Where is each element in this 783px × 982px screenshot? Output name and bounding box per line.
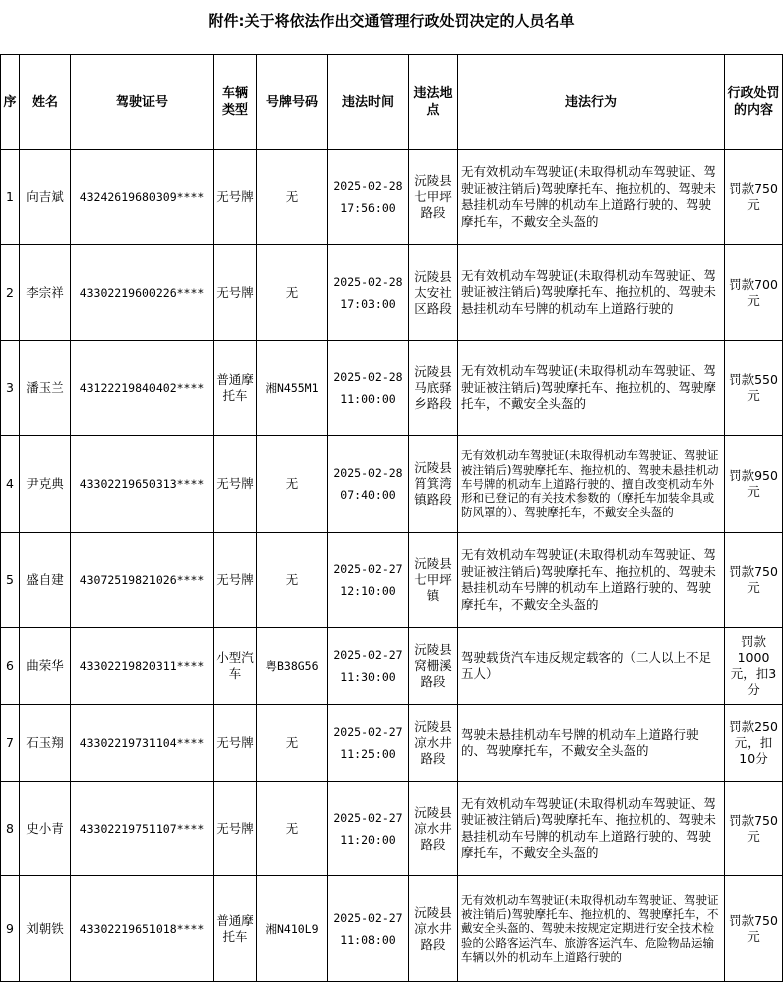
cell-time-text: 11:20:00 — [340, 832, 396, 847]
cell-time-text: 17:56:00 — [340, 201, 396, 215]
cell-time — [328, 876, 409, 982]
cell-plate: 湘N455M1 — [257, 341, 328, 436]
cell-seq: 4 — [1, 436, 20, 533]
cell-name: 史小青 — [20, 782, 71, 876]
cell-plate: 无 — [257, 436, 328, 533]
cell-place: 沅陵县凉水井路段 — [409, 705, 458, 782]
cell-vehicle-type: 无号牌 — [214, 705, 257, 782]
cell-date-text: 2025-02-28 — [333, 179, 403, 193]
cell-time — [328, 436, 409, 533]
cell-date-text: 2025-02-28 — [333, 274, 403, 289]
cell-seq: 8 — [1, 782, 20, 876]
cell-vehicle-type: 普通摩托车 — [214, 876, 257, 982]
cell-seq: 7 — [1, 705, 20, 782]
cell-time — [328, 782, 409, 876]
cell-penalty: 罚款550元 — [725, 341, 783, 436]
cell-vehicle-type: 无号牌 — [214, 150, 257, 245]
cell-time-text: 17:03:00 — [340, 296, 396, 311]
cell-license: 43242619680309**** — [71, 150, 214, 245]
cell-license: 43122219840402**** — [71, 341, 214, 436]
cell-time-text: 11:30:00 — [340, 670, 396, 684]
cell-penalty: 罚款750元 — [725, 876, 783, 982]
cell-violation: 无有效机动车驾驶证(未取得机动车驾驶证、驾驶证被注销后)驾驶摩托车、拖拉机的、驾驶未悬挂机动车号牌的机动车上道路行驶的、驾驶摩托车，不戴安全头盔的 — [458, 533, 725, 628]
cell-place: 沅陵县窝栅溪路段 — [409, 628, 458, 705]
header-time: 违法时间 — [328, 55, 409, 150]
cell-seq: 6 — [1, 628, 20, 705]
cell-plate: 无 — [257, 705, 328, 782]
cell-penalty: 罚款750元 — [725, 782, 783, 876]
cell-license: 43302219731104**** — [71, 705, 214, 782]
cell-license: 43302219650313**** — [71, 436, 214, 533]
cell-name: 盛自建 — [20, 533, 71, 628]
cell-vehicle-type: 小型汽车 — [214, 628, 257, 705]
cell-place: 沅陵县筲箕湾镇路段 — [409, 436, 458, 533]
cell-time — [328, 150, 409, 245]
cell-name: 刘朝铁 — [20, 876, 71, 982]
cell-time-text: 11:00:00 — [340, 392, 396, 406]
header-violation: 违法行为 — [458, 55, 725, 150]
cell-place: 沅陵县太安社区路段 — [409, 245, 458, 341]
table-row — [1, 150, 783, 245]
cell-plate: 无 — [257, 782, 328, 876]
table-row — [1, 782, 783, 876]
cell-penalty: 罚款950元 — [725, 436, 783, 533]
cell-time — [328, 341, 409, 436]
cell-vehicle-type: 无号牌 — [214, 782, 257, 876]
cell-plate: 无 — [257, 245, 328, 341]
cell-violation: 无有效机动车驾驶证(未取得机动车驾驶证、驾驶证被注销后)驾驶摩托车、拖拉机的、驾驶未悬挂机动车号牌的机动车上道路行驶的、擅自改变机动车外形和已登记的有关技术参数的（摩托车加装伞具或防风罩的）、驾驶摩托车，不戴安全头盔的 — [458, 436, 725, 533]
cell-vehicle-type: 无号牌 — [214, 245, 257, 341]
cell-place: 沅陵县七甲坪镇 — [409, 533, 458, 628]
table-row — [1, 245, 783, 341]
cell-seq: 2 — [1, 245, 20, 341]
cell-seq: 5 — [1, 533, 20, 628]
cell-license: 43302219600226**** — [71, 245, 214, 341]
cell-violation: 无有效机动车驾驶证(未取得机动车驾驶证、驾驶证被注销后)驾驶摩托车、拖拉机的、驾驶未悬挂机动车号牌的机动车上道路行驶的 — [458, 245, 725, 341]
cell-license: 43302219751107**** — [71, 782, 214, 876]
header-place: 违法地点 — [409, 55, 458, 150]
cell-time-text: 11:08:00 — [340, 932, 396, 947]
cell-plate: 粤B38G56 — [257, 628, 328, 705]
cell-date-text: 2025-02-28 — [333, 370, 403, 384]
cell-license: 43072519821026**** — [71, 533, 214, 628]
cell-name: 潘玉兰 — [20, 341, 71, 436]
header-name: 姓名 — [20, 55, 71, 150]
cell-time-text: 07:40:00 — [340, 488, 396, 502]
cell-time — [328, 533, 409, 628]
cell-plate: 湘N410L9 — [257, 876, 328, 982]
cell-plate: 无 — [257, 150, 328, 245]
cell-penalty: 罚款750元 — [725, 150, 783, 245]
cell-violation: 无有效机动车驾驶证(未取得机动车驾驶证、驾驶证被注销后)驾驶摩托车、拖拉机的、驾驶未悬挂机动车号牌的机动车上道路行驶的、驾驶摩托车，不戴安全头盔的 — [458, 782, 725, 876]
cell-violation: 驾驶未悬挂机动车号牌的机动车上道路行驶的、驾驶摩托车，不戴安全头盔的 — [458, 705, 725, 782]
table-row — [1, 341, 783, 436]
table-row — [1, 533, 783, 628]
cell-plate: 无 — [257, 533, 328, 628]
cell-violation: 无有效机动车驾驶证(未取得机动车驾驶证、驾驶证被注销后)驾驶摩托车、拖拉机的、驾驶摩托车，不戴安全头盔的、驾驶未按规定定期进行安全技术检验的公路客运汽车、旅游客运汽车、危险物品运输车辆以外的机动车上道路行驶的 — [458, 876, 725, 982]
header-vehicle-type: 车辆类型 — [214, 55, 257, 150]
cell-violation: 无有效机动车驾驶证(未取得机动车驾驶证、驾驶证被注销后)驾驶摩托车、拖拉机的、驾驶摩托车，不戴安全头盔的 — [458, 341, 725, 436]
cell-violation: 无有效机动车驾驶证(未取得机动车驾驶证、驾驶证被注销后)驾驶摩托车、拖拉机的、驾驶未悬挂机动车号牌的机动车上道路行驶的、驾驶摩托车，不戴安全头盔的 — [458, 150, 725, 245]
cell-date-text: 2025-02-27 — [333, 810, 403, 825]
table-row — [1, 705, 783, 782]
cell-vehicle-type: 无号牌 — [214, 533, 257, 628]
cell-seq: 9 — [1, 876, 20, 982]
cell-penalty: 罚款750元 — [725, 533, 783, 628]
penalty-list-table — [0, 54, 783, 982]
cell-place: 沅陵县马底驿乡路段 — [409, 341, 458, 436]
header-plate: 号牌号码 — [257, 55, 328, 150]
cell-name: 曲荣华 — [20, 628, 71, 705]
cell-penalty: 罚款250元，扣10分 — [725, 705, 783, 782]
cell-vehicle-type: 普通摩托车 — [214, 341, 257, 436]
cell-time-text: 12:10:00 — [340, 584, 396, 598]
table-row — [1, 876, 783, 982]
document-title: 附件:关于将依法作出交通管理行政处罚决定的人员名单 — [208, 12, 575, 30]
table-header-row — [1, 55, 783, 150]
cell-penalty: 罚款1000元，扣3分 — [725, 628, 783, 705]
cell-time-text: 11:25:00 — [340, 747, 396, 761]
cell-time — [328, 628, 409, 705]
cell-time — [328, 705, 409, 782]
cell-place: 沅陵县凉水井路段 — [409, 876, 458, 982]
cell-seq: 1 — [1, 150, 20, 245]
cell-date-text: 2025-02-27 — [333, 725, 403, 739]
table-body — [1, 150, 783, 982]
cell-name: 石玉翔 — [20, 705, 71, 782]
cell-place: 沅陵县七甲坪路段 — [409, 150, 458, 245]
table-row — [1, 628, 783, 705]
cell-date-text: 2025-02-27 — [333, 562, 403, 576]
cell-violation: 驾驶载货汽车违反规定载客的（二人以上不足五人） — [458, 628, 725, 705]
cell-time — [328, 245, 409, 341]
cell-name: 向吉斌 — [20, 150, 71, 245]
cell-penalty: 罚款700元 — [725, 245, 783, 341]
cell-date-text: 2025-02-28 — [333, 466, 403, 480]
cell-license: 43302219651018**** — [71, 876, 214, 982]
header-penalty: 行政处罚的内容 — [725, 55, 783, 150]
header-seq: 序 — [1, 55, 20, 150]
cell-vehicle-type: 无号牌 — [214, 436, 257, 533]
cell-license: 43302219820311**** — [71, 628, 214, 705]
cell-place: 沅陵县凉水井路段 — [409, 782, 458, 876]
table-row — [1, 436, 783, 533]
cell-date-text: 2025-02-27 — [333, 910, 403, 925]
cell-date-text: 2025-02-27 — [333, 648, 403, 662]
cell-seq: 3 — [1, 341, 20, 436]
cell-name: 李宗祥 — [20, 245, 71, 341]
header-license: 驾驶证号 — [71, 55, 214, 150]
cell-name: 尹克典 — [20, 436, 71, 533]
